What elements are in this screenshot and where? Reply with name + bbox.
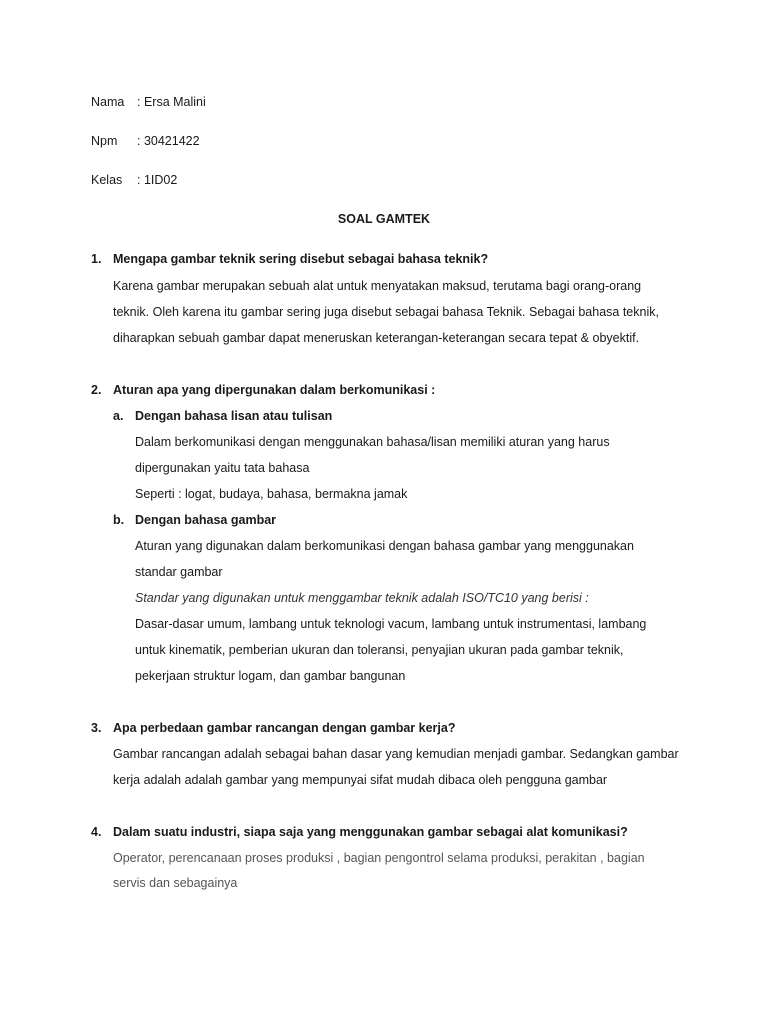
q3-question: Apa perbedaan gambar rancangan dengan gambar kerja?: [113, 721, 456, 735]
npm-row: [91, 133, 200, 149]
q2b-heading: Dengan bahasa gambar: [135, 513, 277, 527]
q4-question: Dalam suatu industri, siapa saja yang menggunakan gambar sebagai alat komunikasi?: [113, 825, 628, 839]
q2a-heading: Dengan bahasa lisan atau tulisan: [135, 409, 333, 423]
q3-answer-line: Gambar rancangan adalah sebagai bahan dasar yang kemudian menjadi gambar. Sedangkan gambar: [113, 747, 679, 761]
q1-number: 1.: [91, 252, 102, 266]
nama-label: Nama: [91, 95, 125, 109]
q3-answer-line: kerja adalah adalah gambar yang mempunyai sifat mudah dibaca oleh pengguna gambar: [113, 773, 608, 787]
document-title: SOAL GAMTEK: [337, 212, 431, 226]
q2a-line: dipergunakan yaitu tata bahasa: [135, 461, 310, 475]
q4-answer-line: Operator, perencanaan proses produksi , bagian pengontrol selama produksi, perakitan , bagian: [113, 851, 645, 865]
kelas-row: [91, 172, 177, 188]
q2b-line: Aturan yang digunakan dalam berkomunikasi dengan bahasa gambar yang menggunakan: [135, 539, 634, 553]
q2b-marker: b.: [113, 513, 125, 527]
q1-answer-line: Karena gambar merupakan sebuah alat untuk menyatakan maksud, terutama bagi orang-orang: [113, 279, 642, 293]
q2b-line: untuk kinematik, pemberian ukuran dan toleransi, penyajian ukuran pada gambar teknik,: [135, 643, 624, 657]
kelas-value: : 1ID02: [137, 173, 178, 187]
q2b-line: standar gambar: [135, 565, 223, 579]
q1-answer-line: teknik. Oleh karena itu gambar sering juga disebut sebagai bahasa Teknik. Sebagai bahasa teknik,: [113, 305, 659, 319]
nama-value: : Ersa Malini: [137, 95, 206, 109]
q4-answer-line: servis dan sebagainya: [113, 876, 238, 890]
q1-question: Mengapa gambar teknik sering disebut sebagai bahasa teknik?: [113, 252, 489, 266]
q2b-italic-line: Standar yang digunakan untuk menggambar teknik adalah ISO/TC10 yang berisi :: [135, 591, 589, 605]
npm-value: : 30421422: [137, 134, 200, 148]
q1-answer-line: diharapkan sebuah gambar dapat meneruskan keterangan-keterangan secara tepat & obyektif.: [113, 331, 640, 345]
nama-row: [91, 94, 206, 110]
q2a-marker: a.: [113, 409, 124, 423]
q2a-line: Dalam berkomunikasi dengan menggunakan bahasa/lisan memiliki aturan yang harus: [135, 435, 610, 449]
q2a-line: Seperti : logat, budaya, bahasa, bermakna jamak: [135, 487, 408, 501]
q3-number: 3.: [91, 721, 102, 735]
kelas-label: Kelas: [91, 173, 123, 187]
npm-label: Npm: [91, 134, 118, 148]
q4-number: 4.: [91, 825, 102, 839]
q2-number: 2.: [91, 383, 102, 397]
q2b-line: pekerjaan struktur logam, dan gambar bangunan: [135, 669, 406, 683]
q2-question: Aturan apa yang dipergunakan dalam berkomunikasi :: [113, 383, 436, 397]
q2b-line: Dasar-dasar umum, lambang untuk teknologi vacum, lambang untuk instrumentasi, lambang: [135, 617, 647, 631]
